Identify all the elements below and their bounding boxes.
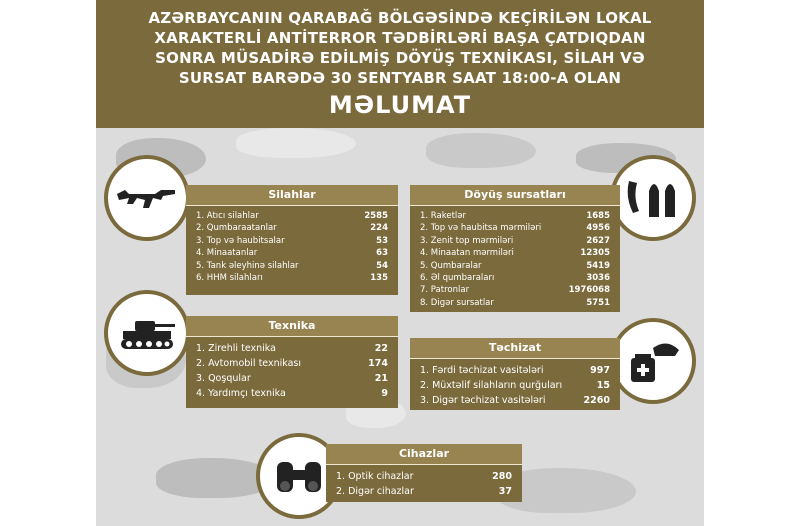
list-item: 2. Top və haubitsa mərmiləri 4956 [420, 223, 610, 234]
panel-title: Döyüş sursatları [410, 185, 620, 206]
list-item: 3. Zenit top mərmiləri 2627 [420, 235, 610, 246]
tank-icon [115, 313, 179, 353]
list-item: 2. Qumbaraatanlar 224 [196, 223, 388, 234]
infographic-poster [96, 0, 704, 526]
ammunition-icon-circle [610, 155, 696, 241]
panel-texnika [186, 316, 398, 408]
list-item: 6. Əl qumbaraları 3036 [420, 273, 610, 284]
list-item: 3. Digər təchizat vasitələri 2260 [420, 395, 610, 406]
list-item: 3. Qoşqular 21 [196, 373, 388, 384]
header-line-2: XARAKTERLİ ANTİTERROR TƏDBİRLƏRİ BAŞA ÇATDIQDAN [154, 29, 646, 47]
list-item: 6. HHM silahları 135 [196, 273, 388, 284]
list-item: 2. Digər cihazlar 37 [336, 486, 512, 497]
list-item: 5. Tank əleyhinə silahlar 54 [196, 260, 388, 271]
header-line-4: SURSAT BARƏDƏ 30 SENTYABR SAAT 18:00-A OLAN [178, 69, 622, 87]
list-item: 2. Avtomobil texnikası 174 [196, 358, 388, 369]
header-title: MƏLUMAT [328, 91, 472, 119]
panel-title: Texnika [186, 316, 398, 337]
list-item: 8. Digər sursatlar 5751 [420, 297, 610, 308]
helmet-gear-icon [623, 336, 683, 386]
list-item: 1. Raketlər 1685 [420, 211, 610, 221]
list-item: 4. Yardımçı texnika 9 [196, 388, 388, 399]
list-item: 1. Optik cihazlar 280 [336, 471, 512, 482]
ammunition-icon [623, 173, 683, 223]
list-item: 1. Fərdi təchizat vasitələri 997 [420, 365, 610, 376]
list-item: 7. Patronlar 1976068 [420, 285, 610, 296]
panel-techizat [410, 338, 620, 410]
helmet-gear-icon-circle [610, 318, 696, 404]
list-item: 1. Atıcı silahlar 2585 [196, 211, 388, 221]
panel-title: Cihazlar [326, 444, 522, 465]
list-item: 1. Zirehli texnika 22 [196, 343, 388, 354]
list-item: 4. Minaatan mərmiləri 12305 [420, 248, 610, 259]
tank-icon-circle [104, 290, 190, 376]
panel-dovus-sursatlari [410, 185, 620, 312]
panel-cihazlar [326, 444, 522, 502]
header-banner [96, 0, 704, 128]
panel-title: Təchizat [410, 338, 620, 359]
rifle-icon-circle [104, 155, 190, 241]
header-line-3: SONRA MÜSADİRƏ EDİLMİŞ DÖYÜŞ TEXNİKASI, SİLAH VƏ [155, 49, 645, 67]
panel-title: Silahlar [186, 185, 398, 206]
rifle-icon [115, 178, 179, 218]
panel-silahlar [186, 185, 398, 295]
list-item: 4. Minaatanlar 63 [196, 248, 388, 259]
header-line-1: AZƏRBAYCANIN QARABAĞ BÖLGƏSİNDƏ KEÇİRİLƏN LOKAL [148, 9, 652, 27]
list-item: 2. Müxtəlif silahların qurğuları 15 [420, 380, 610, 391]
list-item: 5. Qumbaralar 5419 [420, 260, 610, 271]
list-item: 3. Top və haubitsalar 53 [196, 235, 388, 246]
binoculars-icon [271, 456, 327, 496]
